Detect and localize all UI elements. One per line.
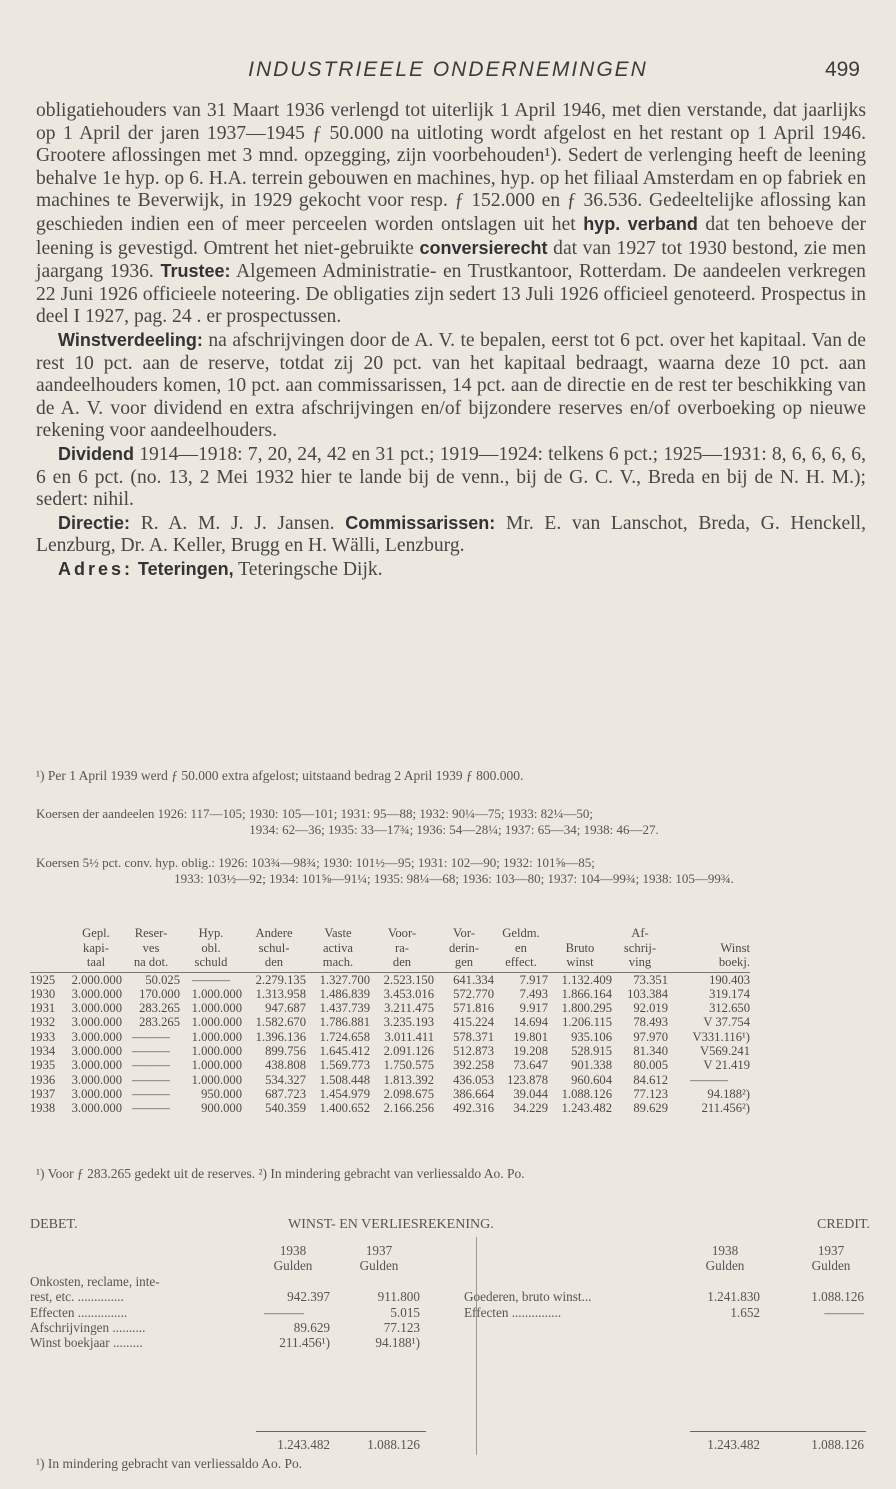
table-cell: 540.359 <box>265 1101 306 1116</box>
table-cell: 73.647 <box>513 1058 548 1073</box>
table-cell: 935.106 <box>571 1029 612 1044</box>
table-cell: 3.235.193 <box>383 1015 434 1030</box>
header-kapitaal: Gepl. kapi- taal <box>30 926 122 972</box>
debit-total-1938: 1.243.482 <box>277 1437 330 1452</box>
paragraph-adres: Adres: Teteringen, Teteringsche Dijk. <box>58 558 383 580</box>
header-voorraden: Voor- ra- den <box>370 926 434 972</box>
page-number: 499 <box>824 58 860 81</box>
table-cell: 899.756 <box>265 1043 306 1058</box>
table-cell: 19.801 <box>513 1029 548 1044</box>
header-winst-boekjaar: Winst boekj. <box>668 926 750 972</box>
header-geldmiddelen: Geldm. en effect. <box>494 926 548 972</box>
table-cell: ——— <box>192 972 230 987</box>
table-cell: 1.582.670 <box>255 1015 306 1030</box>
table-cell: 19.208 <box>513 1043 548 1058</box>
table-cell: 3.211.475 <box>384 1001 434 1016</box>
debit-year-1937: 1937 Gulden <box>359 1243 399 1274</box>
wv-title: WINST- EN VERLIESREKENING. <box>288 1217 494 1232</box>
table-cell: 512.873 <box>453 1043 494 1058</box>
table-cell: ——— <box>690 1072 728 1087</box>
table-cell: 1.327.700 <box>319 972 370 987</box>
table-cell: 2.523.150 <box>383 972 434 987</box>
credit-total-rule <box>690 1431 866 1432</box>
table-cell: 78.493 <box>633 1015 668 1030</box>
footnote-1: ¹) Per 1 April 1939 werd ƒ 50.000 extra afgelost; uitstaand bedrag 2 April 1939 ƒ 800.000. <box>36 768 524 783</box>
table-row <box>30 1001 750 1015</box>
table-cell: 1.313.958 <box>255 986 306 1001</box>
table-cell: 900.000 <box>201 1101 242 1116</box>
table-cell: 1.000.000 <box>191 1015 242 1030</box>
footnote-2: ¹) Voor ƒ 283.265 gedekt uit de reserves. ²) In mindering gebracht van verliessaldo Ao. Po. <box>36 1166 525 1181</box>
paragraph-directie: Directie: R. A. M. J. J. Jansen. Commissarissen: Mr. E. van Lanschot, Breda, G. Henckell, Lenzburg, Dr. A. Keller, Brugg en H. Wälli, Lenzburg. <box>36 512 867 557</box>
row-year: 1930 <box>30 986 56 1001</box>
table-cell: 1.786.881 <box>319 1015 370 1030</box>
table-row <box>30 1015 750 1029</box>
table-cell: 312.650 <box>709 1001 750 1016</box>
table-cell: 534.327 <box>265 1072 306 1087</box>
debit-values-1937: 911.800 5.015 77.123 94.188¹) <box>375 1289 420 1351</box>
debet-heading: DEBET. <box>30 1217 78 1232</box>
row-year: 1937 <box>30 1086 56 1101</box>
paragraph-winstverdeeling: Winstverdeeling: na afschrijvingen door de A. V. te bepalen, eerst tot 6 pct. over het kapitaal. Van de rest 10 pct. aan de reserve, totdat zij 20 pct. van het kapitaal bedraagt, waarna deze 10 pct. aan aandeelhouders komen, 10 pct. aan commissarissen, 14 pct. aan de directie en de rest ter beschikking van de A. V. voor dividend en extra afschrijvingen en/of bijzondere reserves en/of overboeking op nieuwe rekening voor aandeelhouders. <box>36 329 866 442</box>
paragraph-obligations: obligatiehouders van 31 Maart 1936 verlengd tot uiterlijk 1 April 1946, met dien verstande, dat jaarlijks op 1 April der jaren 1937—1945 ƒ 50.000 na uitloting wordt afgelost en het restant op 1 April 1946. Grootere aflossingen met 3 mnd. opzegging, zijn voorbehouden¹). Sedert de verlenging heeft de leening behalve 1e hyp. op 6. H.A. terrein gebouwen en machines, hyp. op het filiaal Amsterdam en op fabriek en machines te Beverwijk, in 1929 gekocht voor resp. ƒ 152.000 en ƒ 36.536. Gedeeltelijke aflossing kan geschieden indien een of meer perceelen worden ontslagen uit het hyp. verband dat ten behoeve der leening is gevestigd. Omtrent het niet-gebruikte conversierecht dat van 1927 tot 1930 bestond, zie men jaargang 1936. Trustee: Algemeen Administratie- en Trustkantoor, Rotterdam. De aandeelen verkregen 22 Juni 1926 officieele noteering. De obligaties zijn sedert 13 Juli 1926 officieel genoteerd. Prospectus in deel I 1927, pag. 24 . er prospectussen. <box>36 100 867 328</box>
table-cell: 77.123 <box>633 1086 668 1101</box>
table-cell: 7.493 <box>519 986 548 1001</box>
table-cell: V331.116¹) <box>692 1029 750 1044</box>
table-cell: 1.454.979 <box>319 1086 370 1101</box>
credit-total-1938: 1.243.482 <box>707 1437 760 1452</box>
row-year: 1935 <box>30 1058 56 1073</box>
table-cell: 386.664 <box>453 1086 494 1101</box>
debit-values-1938: 942.397 ——— 89.629 211.456¹) <box>264 1289 330 1351</box>
credit-labels: Goederen, bruto winst... Effecten ............... <box>464 1289 592 1320</box>
table-cell: ——— <box>132 1101 170 1116</box>
header-vorderingen: Vor- derin- gen <box>434 926 494 972</box>
footnote-3: ¹) In mindering gebracht van verliessaldo Ao. Po. <box>36 1456 303 1471</box>
row-year: 1933 <box>30 1029 56 1044</box>
table-cell: ——— <box>132 1072 170 1087</box>
table-cell: 1.132.409 <box>561 972 612 987</box>
credit-year-1937: 1937 Gulden <box>811 1243 851 1274</box>
row-year: 1934 <box>30 1043 56 1058</box>
credit-year-1938: 1938 Gulden <box>705 1243 745 1274</box>
credit-values-1937: 1.088.126 ——— <box>811 1289 864 1320</box>
table-cell: 283.265 <box>139 1015 180 1030</box>
debit-total-1937: 1.088.126 <box>367 1437 420 1452</box>
table-cell: 415.224 <box>453 1015 494 1030</box>
table-cell: 3.000.000 <box>71 1029 122 1044</box>
term-conversierecht: conversierecht <box>419 237 548 258</box>
table-cell: 3.011.411 <box>384 1029 434 1044</box>
table-cell: 34.229 <box>513 1101 548 1116</box>
table-row <box>30 1044 750 1058</box>
table-cell: 2.166.256 <box>383 1101 434 1116</box>
credit-values-1938: 1.241.830 1.652 <box>707 1289 760 1320</box>
table-cell: 572.770 <box>453 986 494 1001</box>
table-cell: 571.816 <box>453 1001 494 1016</box>
row-year: 1932 <box>30 1015 56 1030</box>
table-cell: 2.279.135 <box>255 972 306 987</box>
table-cell: 1.000.000 <box>191 1001 242 1016</box>
table-cell: 3.000.000 <box>71 1072 122 1087</box>
table-cell: 1.569.773 <box>319 1058 370 1073</box>
table-cell: V 37.754 <box>703 1015 750 1030</box>
table-cell: 50.025 <box>145 972 180 987</box>
row-year: 1938 <box>30 1101 56 1116</box>
koersen-aandeelen: Koersen der aandeelen 1926: 117—105; 1930: 105—101; 1931: 95—88; 1932: 90¼—75; 1933: 82¼—50; 1934: 62—36; 1935: 33—17¾; 1936: 54—28¼; 1937: 65—34; 1938: 46—27. <box>36 806 659 837</box>
table-body <box>30 972 750 1115</box>
debit-year-1938: 1938 Gulden <box>273 1243 313 1274</box>
table-cell: 950.000 <box>201 1086 242 1101</box>
table-cell: V569.241 <box>699 1043 750 1058</box>
table-row <box>30 972 750 987</box>
table-cell: 3.000.000 <box>71 1101 122 1116</box>
table-cell: 9.917 <box>519 1001 548 1016</box>
table-cell: 319.174 <box>709 986 750 1001</box>
term-trustee: Trustee: <box>160 261 231 282</box>
table-cell: 103.384 <box>627 986 668 1001</box>
table-cell: 92.019 <box>633 1001 668 1016</box>
table-cell: 14.694 <box>513 1015 548 1030</box>
table-cell: 687.723 <box>265 1086 306 1101</box>
table-cell: 1.206.115 <box>562 1015 612 1030</box>
table-cell: 283.265 <box>139 1001 180 1016</box>
table-cell: ——— <box>132 1058 170 1073</box>
table-cell: 3.000.000 <box>71 1043 122 1058</box>
table-cell: 438.808 <box>265 1058 306 1073</box>
table-cell: 1.000.000 <box>191 1029 242 1044</box>
table-cell: 3.000.000 <box>71 1015 122 1030</box>
table-cell: 3.000.000 <box>71 986 122 1001</box>
table-cell: 7.917 <box>519 972 548 987</box>
header-andere-schulden: Andere schul- den <box>242 926 306 972</box>
table-cell: 528.915 <box>571 1043 612 1058</box>
table-row <box>30 1087 750 1101</box>
credit-total-1937: 1.088.126 <box>811 1437 864 1452</box>
table-cell: 81.340 <box>633 1043 668 1058</box>
table-cell: 190.403 <box>709 972 750 987</box>
financial-table <box>30 926 750 1115</box>
table-cell: 1.000.000 <box>191 1058 242 1073</box>
column-divider <box>476 1237 477 1455</box>
table-row <box>30 1058 750 1072</box>
table-cell: 97.970 <box>633 1029 668 1044</box>
table-cell: 94.188²) <box>707 1086 750 1101</box>
table-cell: 901.338 <box>571 1058 612 1073</box>
credit-heading: CREDIT. <box>816 1217 870 1232</box>
table-cell: 1.866.164 <box>561 986 612 1001</box>
table-cell: 1.750.575 <box>383 1058 434 1073</box>
table-cell: 578.371 <box>453 1029 494 1044</box>
running-header-title: INDUSTRIEELE ONDERNEMINGEN <box>248 58 648 81</box>
table-cell: 436.053 <box>453 1072 494 1087</box>
table-cell: 73.351 <box>633 972 668 987</box>
debit-labels: Onkosten, reclame, inte- rest, etc. .............. Effecten ............... Afschrijvingen .......... Winst boekjaar ......... <box>30 1274 160 1351</box>
row-year: 1931 <box>30 1001 56 1016</box>
table-cell: 1.243.482 <box>561 1101 612 1116</box>
header-afschrijving: Af- schrij- ving <box>612 926 668 972</box>
table-row <box>30 1030 750 1044</box>
table-cell: 89.629 <box>633 1101 668 1116</box>
table-cell: 641.334 <box>453 972 494 987</box>
table-cell: 1.088.126 <box>561 1086 612 1101</box>
table-cell: 1.000.000 <box>191 986 242 1001</box>
table-cell: 84.612 <box>633 1072 668 1087</box>
header-vaste-activa: Vaste activa mach. <box>306 926 370 972</box>
debit-total-rule <box>256 1431 426 1432</box>
table-cell: 1.813.392 <box>383 1072 434 1087</box>
table-cell: 3.000.000 <box>71 1086 122 1101</box>
table-cell: 1.437.739 <box>319 1001 370 1016</box>
table-header-row <box>30 926 750 972</box>
table-cell: 1.396.136 <box>255 1029 306 1044</box>
table-cell: 1.724.658 <box>319 1029 370 1044</box>
koersen-obligaties: Koersen 5½ pct. conv. hyp. oblig.: 1926: 103¾—98¾; 1930: 101½—95; 1931: 102—90; 1932: 101⅝—85; 1933: 103½—92; 1934: 101⅝—91¼; 1935: 98¼—68; 1936: 103—80; 1937: 104—99¾; 1938: 105—99¾. <box>36 855 734 886</box>
table-row <box>30 1101 750 1115</box>
table-cell: 3.453.016 <box>383 986 434 1001</box>
table-cell: 2.098.675 <box>383 1086 434 1101</box>
row-year: 1936 <box>30 1072 56 1087</box>
table-cell: 3.000.000 <box>71 1058 122 1073</box>
table-cell: 1.508.448 <box>319 1072 370 1087</box>
table-cell: 2.091.126 <box>383 1043 434 1058</box>
table-cell: 492.316 <box>453 1101 494 1116</box>
paragraph-dividend: Dividend 1914—1918: 7, 20, 24, 42 en 31 pct.; 1919—1924: telkens 6 pct.; 1925—1931: 8, 6, 6, 6, 6, 6 en 6 pct. (no. 13, 2 Mei 1932 hier te lande bij de venn., bij de G. C. V., Breda en bij de N. H. M.); sedert: nihil. <box>36 443 866 511</box>
table-cell: 211.456²) <box>701 1101 750 1116</box>
table-cell: 1.800.295 <box>561 1001 612 1016</box>
table-cell: ——— <box>132 1043 170 1058</box>
table-cell: ——— <box>132 1029 170 1044</box>
term-hyp-verband: hyp. verband <box>583 213 698 234</box>
table-cell: 1.000.000 <box>191 1072 242 1087</box>
table-cell: 3.000.000 <box>71 1001 122 1016</box>
table-cell: 960.604 <box>571 1072 612 1087</box>
header-hyp: Hyp. obl. schuld <box>180 926 242 972</box>
table-cell: 947.687 <box>265 1001 306 1016</box>
table-cell: 2.000.000 <box>71 972 122 987</box>
table-row <box>30 1073 750 1087</box>
header-bruto-winst: Bruto winst <box>548 926 612 972</box>
table-cell: 1.486.839 <box>319 986 370 1001</box>
table-cell: 80.005 <box>633 1058 668 1073</box>
main-text <box>36 100 866 581</box>
row-year: 1925 <box>30 972 56 987</box>
table-cell: 1.000.000 <box>191 1043 242 1058</box>
table-cell: 39.044 <box>513 1086 548 1101</box>
table-cell: 123.878 <box>507 1072 548 1087</box>
header-reserves: Reser- ves na dot. <box>122 926 180 972</box>
table-cell: 1.645.412 <box>319 1043 370 1058</box>
table-cell: 392.258 <box>453 1058 494 1073</box>
table-cell: 1.400.652 <box>319 1101 370 1116</box>
table-cell: 170.000 <box>139 986 180 1001</box>
table-row <box>30 987 750 1001</box>
table-cell: ——— <box>132 1086 170 1101</box>
table-cell: V 21.419 <box>703 1058 750 1073</box>
